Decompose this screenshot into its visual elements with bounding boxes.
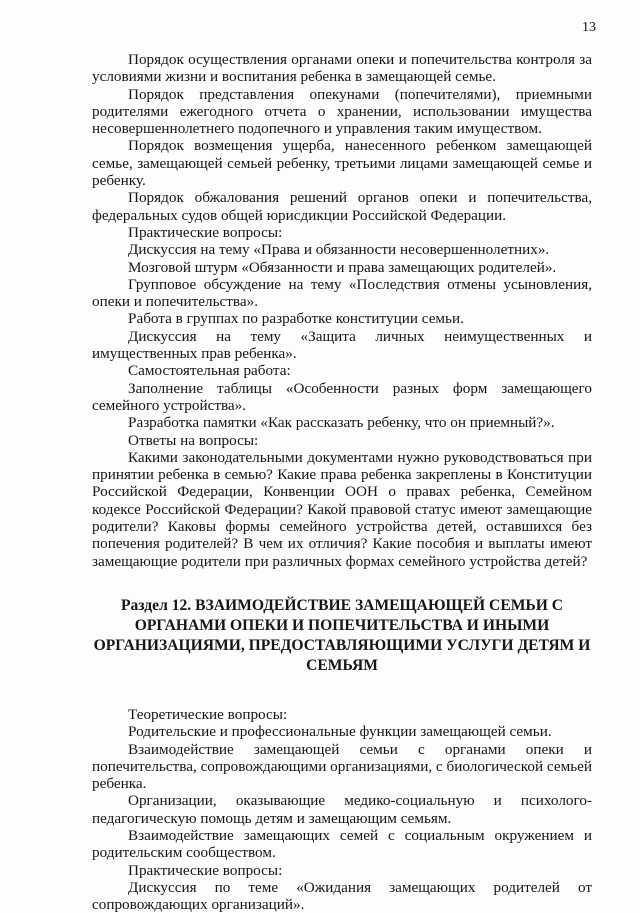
paragraph: Групповое обсуждение на тему «Последствия отмены усыновления, опеки и попечительства». [92,275,592,311]
paragraph: Работа в группах по разработке конституции семьи. [128,310,464,328]
paragraph: Какими законодательными документами нужно руководствоваться при принятии ребенка в семью? Какие права ребенка закреплены в Конституции Российской Федерации, Конвенции ООН о правах ребенка, Семейном кодексе Российской Федерации? Какой правовой статус имеют замещающие родители? Каковы формы семейного устройства детей, оставшихся без попечения родителей? В чем их отличия? Какие пособия и выплаты имеют замещающие родители при различных формах семейного устройства детей? [92,448,592,570]
paragraph: Дискуссия по теме «Ожидания замещающих родителей от сопровождающих организаций». [92,878,592,913]
paragraph: Организации, оказывающие медико-социальную и психолого-педагогическую помощь детям и замещающим семьям. [92,792,592,827]
subsection-label: Самостоятельная работа: [128,362,291,380]
paragraph: Разработка памятки «Как рассказать ребенку, что он приемный?». [128,414,555,432]
paragraph: Дискуссия на тему «Защита личных неимущественных и имущественных прав ребенка». [92,327,592,363]
paragraph: Заполнение таблицы «Особенности разных форм замещающего семейного устройства». [92,379,592,414]
paragraph: Порядок представления опекунами (попечителями), приемными родителями ежегодного отчета о хранении, использовании имущества несовершеннолетнего подопечного и управления таким имуществом. [92,85,592,138]
paragraph: Родительские и профессиональные функции замещающей семьи. [128,723,552,741]
subsection-label: Практические вопросы: [128,861,283,879]
paragraph: Порядок осуществления органами опеки и попечительства контроля за условиями жизни и воспитания ребенка в замещающей семье. [92,51,592,86]
document-body [92,51,592,913]
subsection-label: Практические вопросы: [128,223,283,241]
subsection-label: Ответы на вопросы: [128,431,259,449]
paragraph: Порядок возмещения ущерба, нанесенного ребенком замещающей семье, замещающей семьей ребенку, третьими лицами замещающей семье и ребенку. [92,137,592,190]
subsection-label: Теоретические вопросы: [128,705,288,723]
paragraph: Взаимодействие замещающей семьи с органами опеки и попечительства, сопровождающими организациями, с биологической семьей ребенка. [92,740,592,793]
paragraph: Мозговой штурм «Обязанности и права замещающих родителей». [128,258,557,276]
page-number: 13 [582,20,596,35]
paragraph: Порядок обжалования решений органов опеки и попечительства, федеральных судов общей юрисдикции Российской Федерации. [92,189,592,224]
section-heading: Раздел 12. ВЗАИМОДЕЙСТВИЕ ЗАМЕЩАЮЩЕЙ СЕМЬИ С ОРГАНАМИ ОПЕКИ И ПОПЕЧИТЕЛЬСТВА И ИНЫМИ ОРГАНИЗАЦИЯМИ, ПРЕДОСТАВЛЯЮЩИМИ УСЛУГИ ДЕТЯМ И СЕМЬЯМ [93,596,591,674]
paragraph: Взаимодействие замещающих семей с социальным окружением и родительским сообществом. [92,826,592,862]
paragraph: Дискуссия на тему «Права и обязанности несовершеннолетних». [128,241,550,259]
